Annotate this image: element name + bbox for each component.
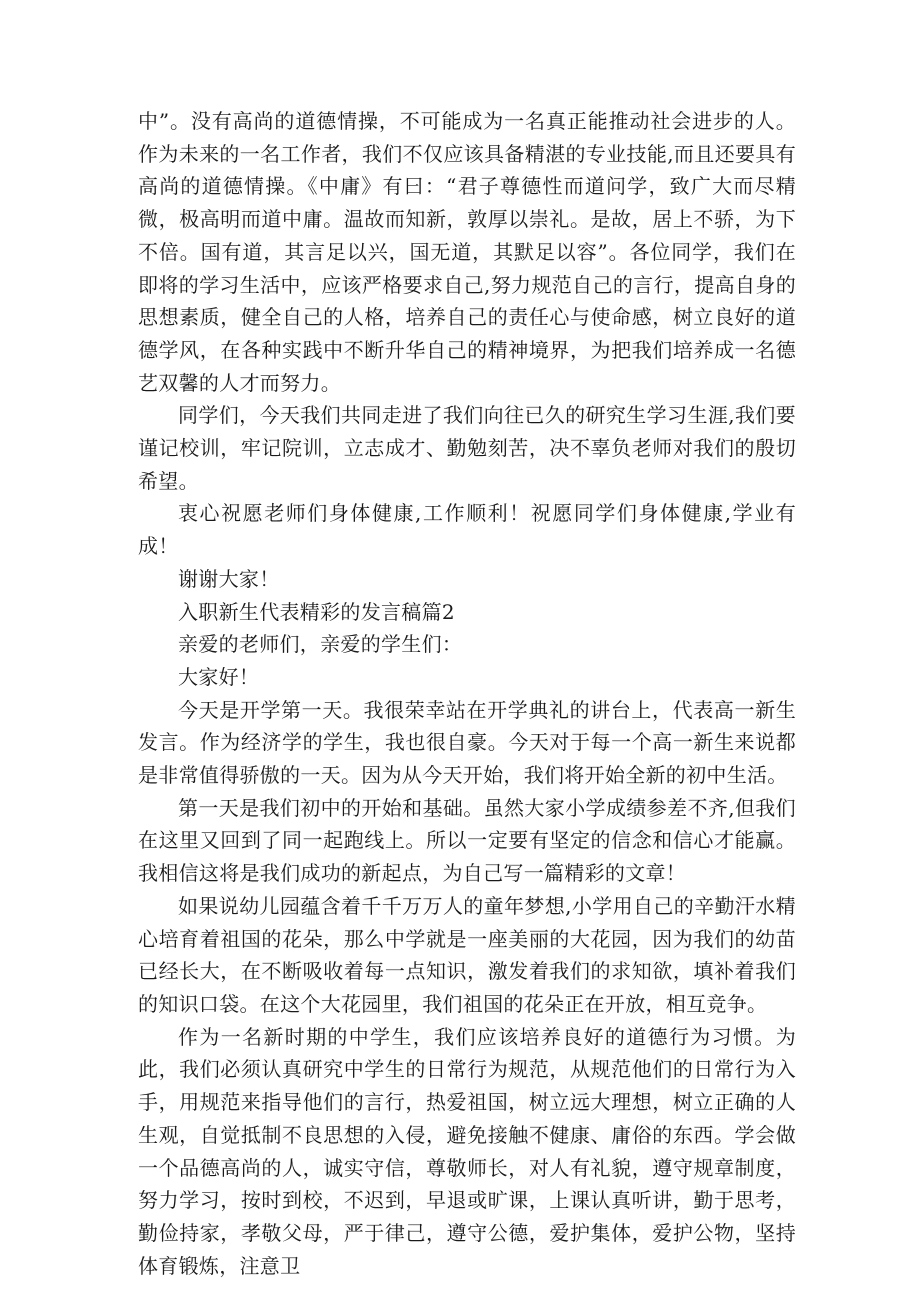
paragraph-wishes: 衷心祝愿老师们身体健康,工作顺利！祝愿同学们身体健康,学业有成！ [138,501,796,559]
greeting: 大家好！ [178,664,260,689]
paragraph-classmates: 同学们，今天我们共同走进了我们向往已久的研究生学习生涯,我们要谨记校训，牢记院训，立志成才、勤勉刻苦，决不辜负老师对我们的殷切希望。 [138,403,796,493]
paragraph-continuation: 中”。没有高尚的道德情操，不可能成为一名真正能推动社会进步的人。作为未来的一名工作者，我们不仅应该具备精湛的专业技能,而且还要具有高尚的道德情操。《中庸》有曰：“君子尊德性而道问学，致广大而尽精微，极高明而道中庸。温故而知新，敦厚以崇礼。是故，居上不骄，为下不倍。国有道，其言足以兴，国无道，其默足以容”。各位同学，我们在即将的学习生活中，应该严格要求自己,努力规范自己的言行，提高自身的思想素质，健全自己的人格，培养自己的责任心与使命感，树立良好的道德学风，在各种实践中不断升华自己的精神境界，为把我们培养成一名德艺双馨的人才而努力。 [138,109,796,395]
section-title: 入职新生代表精彩的发言稿篇2 [178,599,455,624]
paragraph-foundation: 第一天是我们初中的开始和基础。虽然大家小学成绩参差不齐,但我们在这里又回到了同一起跑线上。所以一定要有坚定的信念和信心才能赢。我相信这将是我们成功的新起点，为自己写一篇精彩的文章！ [138,795,796,886]
document-body [138,105,796,1282]
paragraph-first-day: 今天是开学第一天。我很荣幸站在开学典礼的讲台上，代表高一新生发言。作为经济学的学生，我也很自豪。今天对于每一个高一新生来说都是非常值得骄傲的一天。因为从今天开始，我们将开始全新的初中生活。 [138,697,796,788]
paragraph-thanks: 谢谢大家！ [178,566,280,591]
paragraph-garden: 如果说幼儿园蕴含着千千万万人的童年梦想,小学用自己的辛勤汗水精心培育着祖国的花朵，那么中学就是一座美丽的大花园，因为我们的幼苗已经长大，在不断吸收着每一点知识，激发着我们的求知欲，填补着我们的知识口袋。在这个大花园里，我们祖国的花朵正在开放，相互竞争。 [138,893,796,1016]
paragraph-moral-habits: 作为一名新时期的中学生，我们应该培养良好的道德行为习惯。为此，我们必须认真研究中学生的日常行为规范，从规范他们的日常行为入手，用规范来指导他们的言行，热爱祖国，树立远大理想，树立正确的人生观，自觉抵制不良思想的入侵，避免接触不健康、庸俗的东西。学会做一个品德高尚的人，诚实守信，尊敬师长，对人有礼貌，遵守规章制度，努力学习，按时到校，不迟到，早退或旷课，上课认真听讲，勤于思考，勤俭持家，孝敬父母，严于律己，遵守公德，爱护集体，爱护公物，坚持体育锻炼，注意卫 [138,1024,796,1278]
salutation: 亲爱的老师们，亲爱的学生们： [178,632,463,657]
